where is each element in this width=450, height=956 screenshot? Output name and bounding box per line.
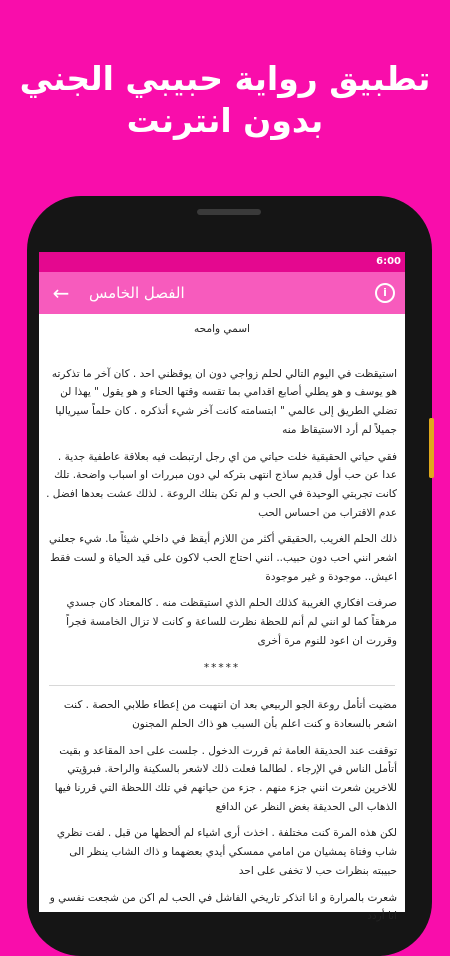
- promo-headline: [0, 58, 450, 142]
- phone-screen: [39, 252, 405, 923]
- promo-line-1: تطبيق رواية حبيبي الجني: [19, 59, 431, 98]
- phone-speaker: [197, 209, 261, 215]
- phone-side-button: [429, 418, 434, 478]
- chapter-paragraph: شعرت بالمرارة و انا اتذكر تاريخي الفاشل في الحب لم اكن من شجعت نفسي و انا أردد: [49, 891, 397, 923]
- chapter-paragraph: مضيت أتأمل روعة الجو الربيعي بعد ان انتهيت من إعطاء طلابي الحصة . كنت اشعر بالسعادة و كنت اعلم بأن السبب هو ذاك الحلم المجنون: [63, 699, 397, 730]
- divider: [49, 685, 395, 686]
- chapter-paragraph: ذلك الحلم الغريب ,الحقيقي أكثر من اللازم أيقظ في داخلي شيئاً ما. شيء جعلني اشعر انني احب دون حبيب.. انني احتاج الحب لاكون على قيد الحياة و لست فقط اعيش.. موجودة و غير موجودة: [48, 533, 397, 583]
- promo-line-2: بدون انترنت: [126, 101, 324, 140]
- chapter-paragraph: توقفت عند الحديقة العامة ثم قررت الدخول . جلست على احد المقاعد و بقيت أتأمل الناس في الإرجاء . لطالما فعلت ذلك لاشعر بالسكينة والراحة. فبرؤيتي للاخرين شعرت انني جزء منهم . جزء من حياتهم في تلك اللحظة التي قررنا فيها الذهاب الى الحديقة بغض النظر عن الدافع: [54, 744, 397, 813]
- arrow-back-icon[interactable]: ←: [52, 281, 70, 305]
- chapter-title: الفصل الخامس: [89, 284, 185, 302]
- info-icon[interactable]: i: [375, 283, 395, 303]
- story-title: اسمي وامحه: [194, 323, 250, 335]
- section-separator: *****: [203, 661, 241, 674]
- app-bar: [39, 272, 405, 314]
- chapter-paragraph: لكن هذه المرة كنت مختلفة . اخذت أرى اشياء لم ألحظها من قبل . لفت نظري شاب وفتاة يمشيان من امامي ممسكي أيدي بعضهما و ذاك الشاب ينظر الى حبيبته بنظرات حب لا تخفى على احد: [56, 827, 397, 877]
- chapter-paragraph: استيقظت في اليوم التالي لحلم زواجي دون ان يوقظني احد . كان آخر ما تذكرته هو يوسف و هو يطلي أصابع اقدامي بما تقسه وقتها الحناء و هو يقول " يهذا لن تضلي الطريق إلى عالمي " ابتسامته كانت آخر شيء أتذكره . كان حلماً سيرياليا جميلاً لم أرد الاستيقاظ منه: [51, 367, 397, 436]
- chapter-content[interactable]: [39, 316, 405, 923]
- chapter-paragraph: صرفت افكاري الغريبة كذلك الحلم الذي استيقظت منه . كالمعتاد كان جسدي مرهقاً كما لو انني لم أنم للحظة نظرت للساعة و كانت لا تزال الخامسة فجراً وقررت ان اعود للنوم مرة أخرى: [66, 597, 397, 647]
- chapter-paragraph: فقي حياتي الحقيقية خلت حياتي من اي رجل ارتبطت فيه بعلاقة عاطفية جدية . عدا عن حب أول قديم ساذج انتهى بتركه لي دون مبررات او اسباب واضحة. تلك كانت تجربتي الوحيدة في الحب و لم تكن بتلك الروعة . لذلك عشت بعدها افضل . عدم الاقتراب من احساس الحب: [46, 450, 397, 519]
- status-time: 6:00: [376, 256, 401, 267]
- status-bar: [39, 252, 405, 272]
